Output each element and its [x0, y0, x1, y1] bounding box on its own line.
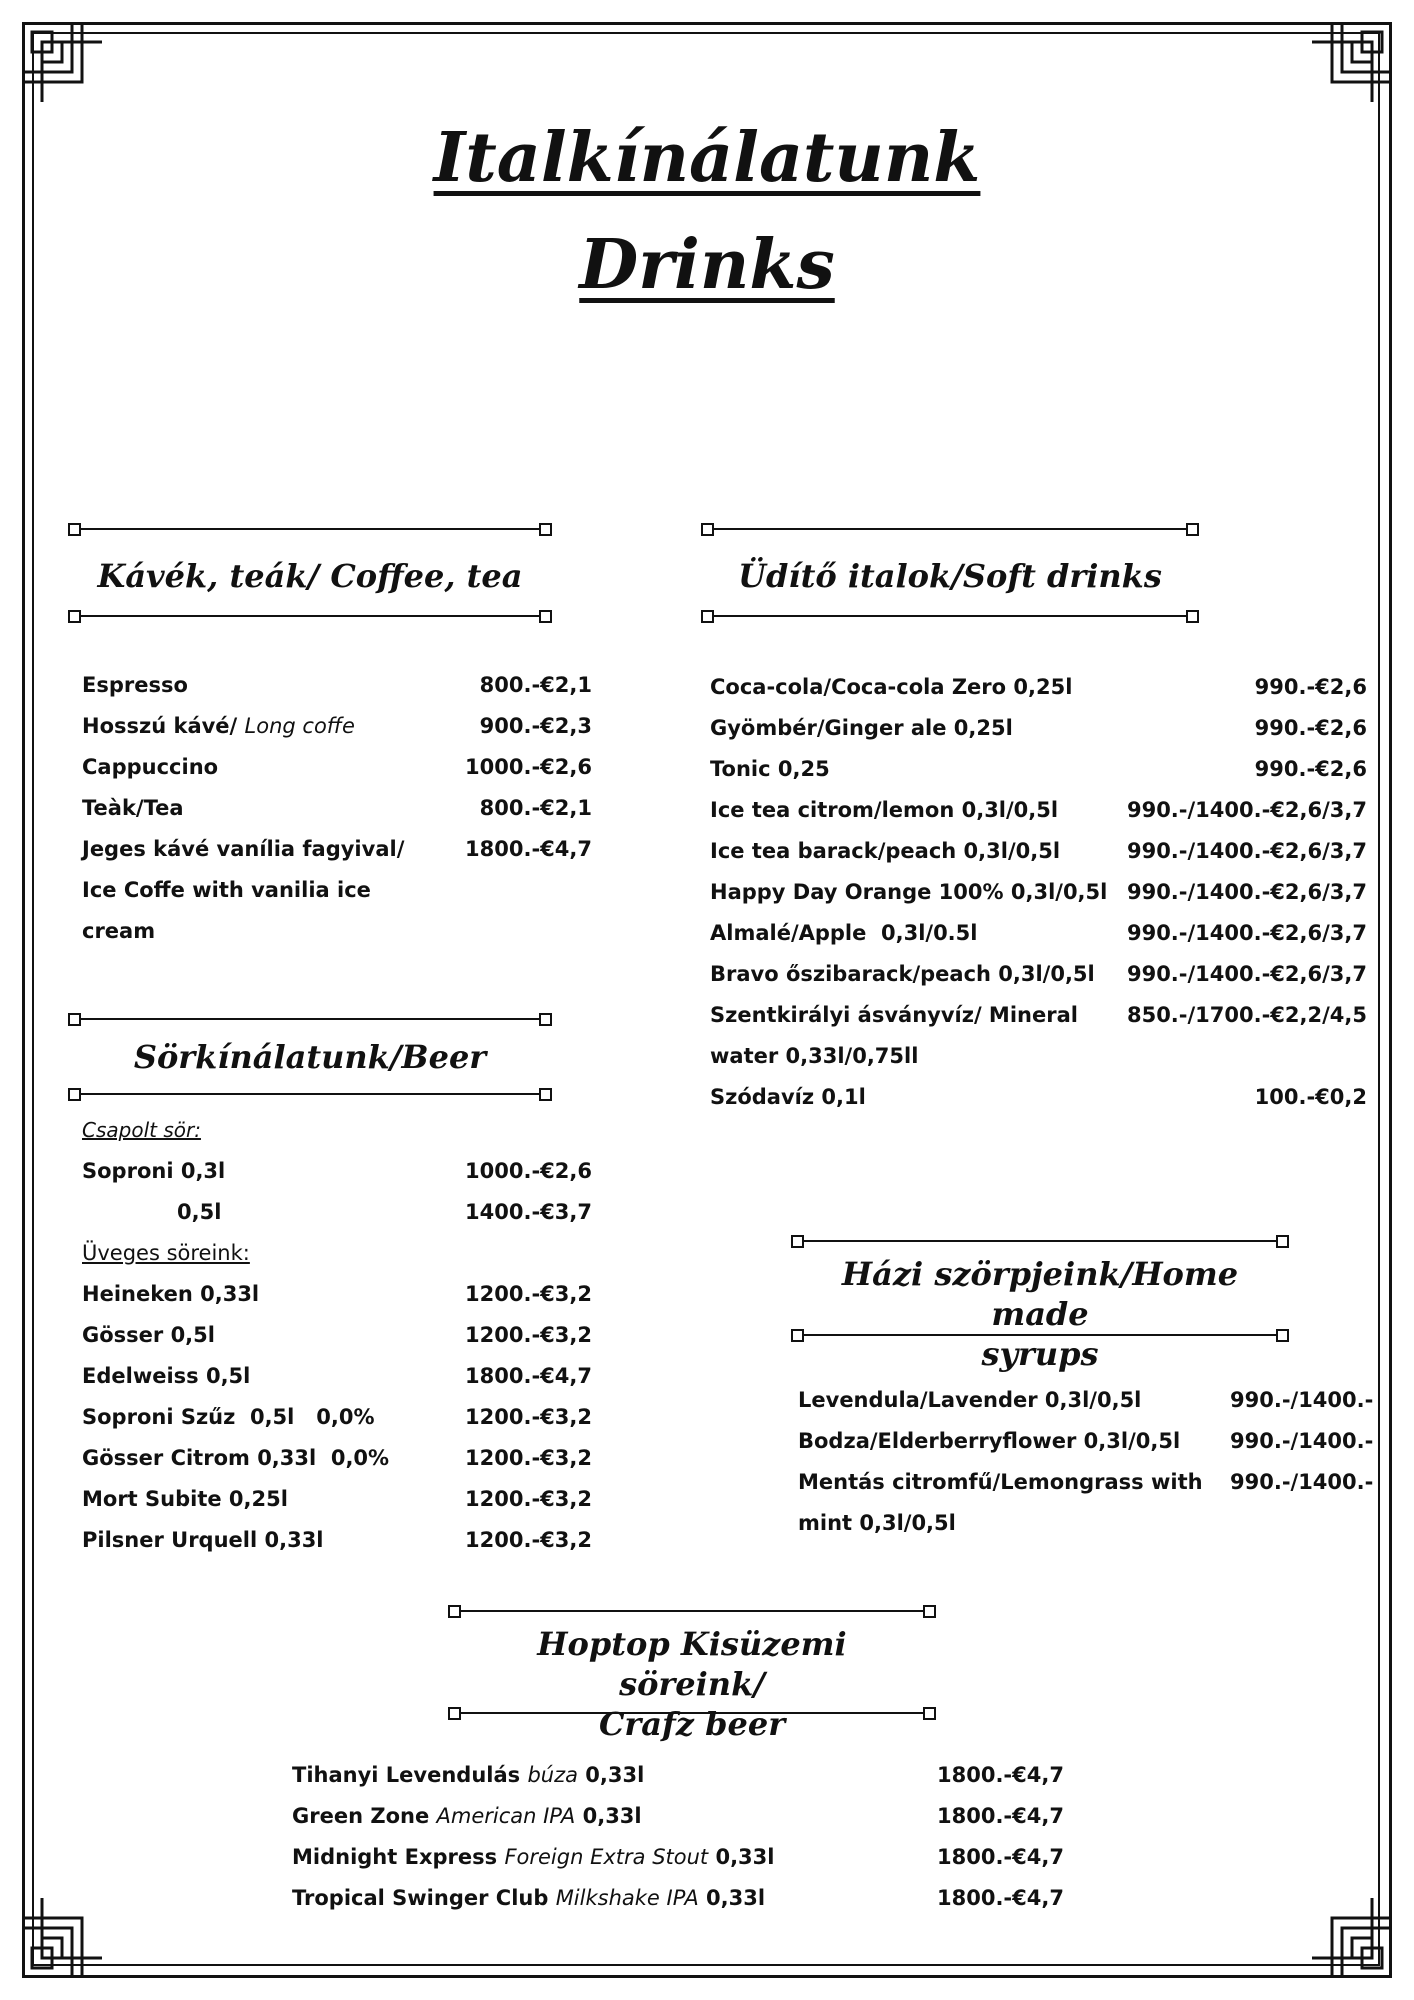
list-item: Gösser Citrom 0,33l 0,0% 1200.-€3,2: [82, 1446, 592, 1470]
list-item: Soproni 0,3l 1000.-€2,6: [82, 1159, 592, 1183]
list-item: Mentás citromfű/Lemongrass with 990.-/1400.-: [798, 1470, 1374, 1494]
list-item: Tropical Swinger Club Milkshake IPA 0,33l 1800.-€4,7: [292, 1886, 1064, 1910]
list-item: Levendula/Lavender 0,3l/0,5l 990.-/1400.-: [798, 1388, 1374, 1412]
list-item: Soproni Szűz 0,5l 0,0% 1200.-€3,2: [82, 1405, 592, 1429]
craft-list: [292, 1755, 1072, 1919]
list-item: Teàk/Tea 800.-€2,1: [82, 796, 592, 820]
list-item: Bravo őszibarack/peach 0,3l/0,5l 990.-/1400.-€2,6/3,7: [710, 962, 1367, 986]
list-item: Jeges kávé vanília fagyival/ 1800.-€4,7: [82, 837, 592, 861]
list-item: Cappuccino 1000.-€2,6: [82, 755, 592, 779]
list-item: Edelweiss 0,5l 1800.-€4,7: [82, 1364, 592, 1388]
corner-ornament-icon: [1304, 20, 1394, 110]
list-item: Tihanyi Levendulás búza 0,33l 1800.-€4,7: [292, 1763, 1064, 1787]
list-item: cream: [82, 919, 156, 943]
soft-list: [710, 667, 1367, 1118]
list-item: Gyömbér/Ginger ale 0,25l 990.-€2,6: [710, 716, 1367, 740]
bottle-label: Üveges söreink:: [82, 1241, 250, 1265]
syrups-list: [798, 1380, 1378, 1544]
list-item: mint 0,3l/0,5l: [798, 1511, 956, 1535]
beer-heading: Sörkínálatunk/Beer: [133, 1038, 487, 1076]
list-item: Espresso 800.-€2,1: [82, 673, 592, 697]
soft-section-header: [713, 520, 1187, 620]
list-item: Bodza/Elderberryflower 0,3l/0,5l 990.-/1400.-: [798, 1429, 1374, 1453]
beer-section-header: [80, 1010, 540, 1110]
page-subtitle: Drinks: [579, 225, 835, 305]
list-item: Ice tea barack/peach 0,3l/0,5l 990.-/1400.-€2,6/3,7: [710, 839, 1367, 863]
coffee-section-header: [80, 520, 540, 620]
corner-ornament-icon: [20, 20, 110, 110]
page-title: Italkínálatunk: [433, 118, 981, 198]
list-item: Green Zone American IPA 0,33l 1800.-€4,7: [292, 1804, 1064, 1828]
list-item: water 0,33l/0,75ll: [710, 1044, 919, 1068]
list-item: 0,5l 1400.-€3,7: [177, 1200, 592, 1224]
list-item: Heineken 0,33l 1200.-€3,2: [82, 1282, 592, 1306]
syrups-heading: Házi szörpjeink/Home made syrups: [841, 1255, 1239, 1373]
list-item: Hosszú kávé/ Long coffe 900.-€2,3: [82, 714, 592, 738]
list-item: Pilsner Urquell 0,33l 1200.-€3,2: [82, 1528, 592, 1552]
coffee-list: [82, 665, 592, 952]
list-item: Ice tea citrom/lemon 0,3l/0,5l 990.-/1400.-€2,6/3,7: [710, 798, 1367, 822]
list-item: Coca-cola/Coca-cola Zero 0,25l 990.-€2,6: [710, 675, 1367, 699]
craft-section-header: [460, 1602, 924, 1743]
list-item: Happy Day Orange 100% 0,3l/0,5l 990.-/1400.-€2,6/3,7: [710, 880, 1367, 904]
list-item: Gösser 0,5l 1200.-€3,2: [82, 1323, 592, 1347]
list-item: Mort Subite 0,25l 1200.-€3,2: [82, 1487, 592, 1511]
craft-heading: Hoptop Kisüzemi söreink/ Crafz beer: [537, 1625, 847, 1743]
corner-ornament-icon: [20, 1890, 110, 1980]
soft-heading: Üdítő italok/Soft drinks: [738, 557, 1162, 595]
coffee-heading: Kávék, teák/ Coffee, tea: [97, 557, 523, 595]
syrups-section-header: [803, 1232, 1277, 1373]
list-item: Szódavíz 0,1l 100.-€0,2: [710, 1085, 1367, 1109]
list-item: Szentkirályi ásványvíz/ Mineral 850.-/1700.-€2,2/4,5: [710, 1003, 1367, 1027]
list-item: Ice Coffe with vanilia ice: [82, 878, 371, 902]
beer-list: [82, 1110, 592, 1561]
list-item: Tonic 0,25 990.-€2,6: [710, 757, 1367, 781]
corner-ornament-icon: [1304, 1890, 1394, 1980]
draft-label: Csapolt sör:: [82, 1118, 201, 1142]
list-item: Almalé/Apple 0,3l/0.5l 990.-/1400.-€2,6/3,7: [710, 921, 1367, 945]
list-item: Midnight Express Foreign Extra Stout 0,33l 1800.-€4,7: [292, 1845, 1064, 1869]
